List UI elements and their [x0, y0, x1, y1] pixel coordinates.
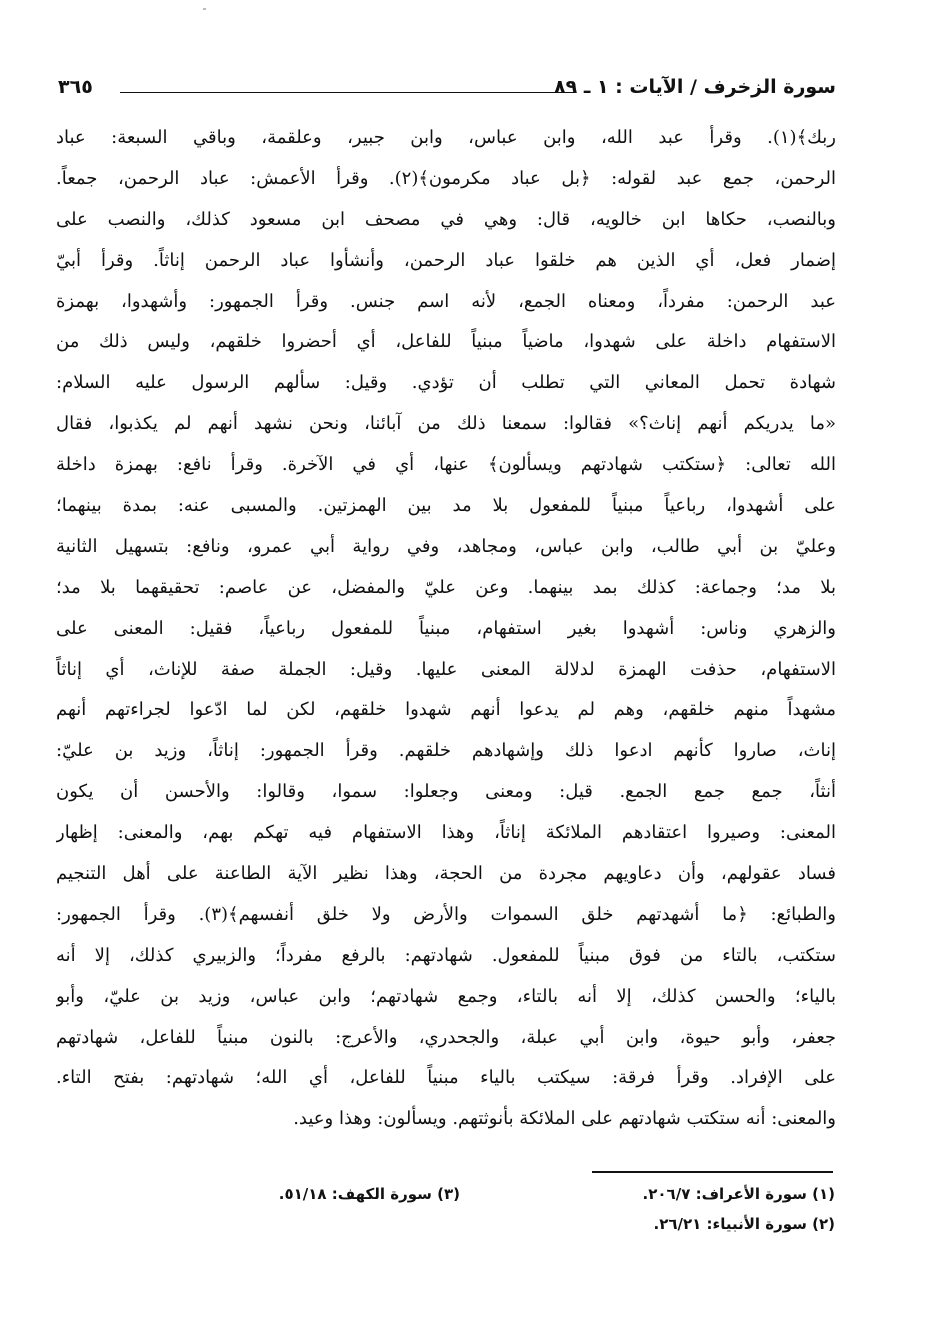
text-line: جعفر، وأبو حيوة، وابن أبي عبلة، والجحدري، والأعرج: بالنون مبنياً للفاعل، شهادتهم — [56, 1026, 836, 1048]
text-line: والطبائع: ﴿ما أشهدتهم خلق السموات والأرض ولا خلق أنفسهم﴾(٣). وقرأ الجمهور: — [56, 903, 836, 925]
text-line: إناث، صاروا كأنهم ادعوا ذلك وإشهادهم خلقهم. وقرأ الجمهور: إناثاً، وزيد بن عليّ: — [56, 740, 836, 762]
body-text — [56, 118, 836, 1140]
text-line: الاستفهام، حذفت الهمزة لدلالة المعنى عليها. وقيل: الجملة صفة للإناث، أي إناثاً — [56, 658, 836, 680]
text-line: أنثاً، جمع جمع الجمع. قيل: ومعنى وجعلوا: سموا، وقالوا: والأحسن أن يكون — [56, 781, 836, 803]
text-line: ستكتب، بالتاء من فوق مبنياً للمفعول. شهادتهم: بالرفع مفرداً؛ والزبيري كذلك، إلا أنه — [56, 944, 836, 966]
text-line: والمعنى: أنه ستكتب شهادتهم على الملائكة بأنوثتهم. ويسألون: وهذا وعيد. — [293, 1108, 836, 1130]
text-line: عبد الرحمن: مفرداً، ومعناه الجمع، لأنه اسم جنس. وقرأ الجمهور: وأشهدوا، بهمزة — [56, 290, 836, 312]
header-rule — [120, 92, 574, 93]
text-line: بلا مد؛ وجماعة: كذلك بمد بينهما. وعن عليّ والمفضل، عن عاصم: تحقيقهما بلا مد؛ — [56, 576, 836, 598]
text-line: وعليّ بن أبي طالب، وابن عباس، ومجاهد، وفي رواية أبي عمرو، ونافع: بتسهيل الثانية — [56, 535, 836, 557]
text-line: «ما يدريكم أنهم إناث؟» فقالوا: سمعنا ذلك من آبائنا، ونحن نشهد أنهم لم يكذبوا، فقال — [56, 413, 836, 435]
text-line: الاستفهام داخلة على شهدوا، ماضياً مبنياً للفاعل، أي أحضروا خلقهم، وليس ذلك من — [56, 331, 836, 353]
text-line: بالياء؛ والحسن كذلك، إلا أنه بالتاء، وجمع شهادتهم؛ وابن عباس، وزيد بن عليّ، وأبو — [56, 985, 836, 1007]
text-line: وبالنصب، حكاها ابن خالويه، قال: وهي في مصحف ابن مسعود كذلك، والنصب على — [56, 208, 836, 230]
running-title: سورة الزخرف / الآيات : ١ ـ ٨٩ — [554, 76, 836, 98]
text-line: مشهداً منهم خلقهم، وهم لم يدعوا أنهم شهدوا خلقهم، لكن لما ادّعوا لجراءتهم أنهم — [56, 699, 836, 721]
footnote-2: (٢) سورة الأنبياء: ٢٦/٢١. — [653, 1215, 835, 1233]
text-line: المعنى: وصيروا اعتقادهم الملائكة إناثاً، وهذا الاستفهام فيه تهكم بهم، والمعنى: إظهار — [56, 822, 836, 844]
text-line: فساد عقولهم، وأن دعاويهم مجردة من الحجة، وهذا نظير الآية الطاعنة على أهل التنجيم — [56, 863, 836, 885]
footnote-3: (٣) سورة الكهف: ٥١/١٨. — [278, 1185, 460, 1203]
footnote-1: (١) سورة الأعراف: ٢٠٦/٧. — [642, 1185, 835, 1203]
text-line: الرحمن، جمع عبد لقوله: ﴿بل عباد مكرمون﴾(٢). وقرأ الأعمش: عباد الرحمن، جمعاً. — [56, 167, 836, 189]
footnote-rule — [592, 1171, 833, 1173]
text-line: على الإفراد. وقرأ فرقة: سيكتب بالياء مبنياً للفاعل، أي الله؛ شهادتهم: بفتح التاء. — [56, 1067, 836, 1089]
text-line: والزهري وناس: أشهدوا بغير استفهام، مبنياً للمفعول رباعياً، فقيل: المعنى على — [56, 617, 836, 639]
text-line: إضمار فعل، أي الذين هم خلقوا عباد الرحمن، وأنشأوا عباد الرحمن إناثاً. وقرأ أبيّ — [56, 249, 836, 271]
text-line: شهادة تحمل المعاني التي تطلب أن تؤدي. وقيل: سألهم الرسول عليه السلام: — [56, 372, 836, 394]
page-header — [58, 72, 836, 102]
page-number: ٣٦٥ — [58, 76, 93, 98]
footnotes — [100, 1180, 835, 1250]
text-line: ربك﴾(١). وقرأ عبد الله، وابن عباس، وابن جبير، وعلقمة، وباقي السبعة: عباد — [56, 127, 836, 148]
text-line: الله تعالى: ﴿ستكتب شهادتهم ويسألون﴾ عنها، أي في الآخرة. وقرأ نافع: بهمزة داخلة — [56, 454, 836, 476]
scan-speck — [203, 8, 206, 10]
text-line: على أشهدوا، رباعياً مبنياً للمفعول بلا مد بين الهمزتين. والمسبى عنه: بمدة بينهما؛ — [56, 495, 836, 517]
